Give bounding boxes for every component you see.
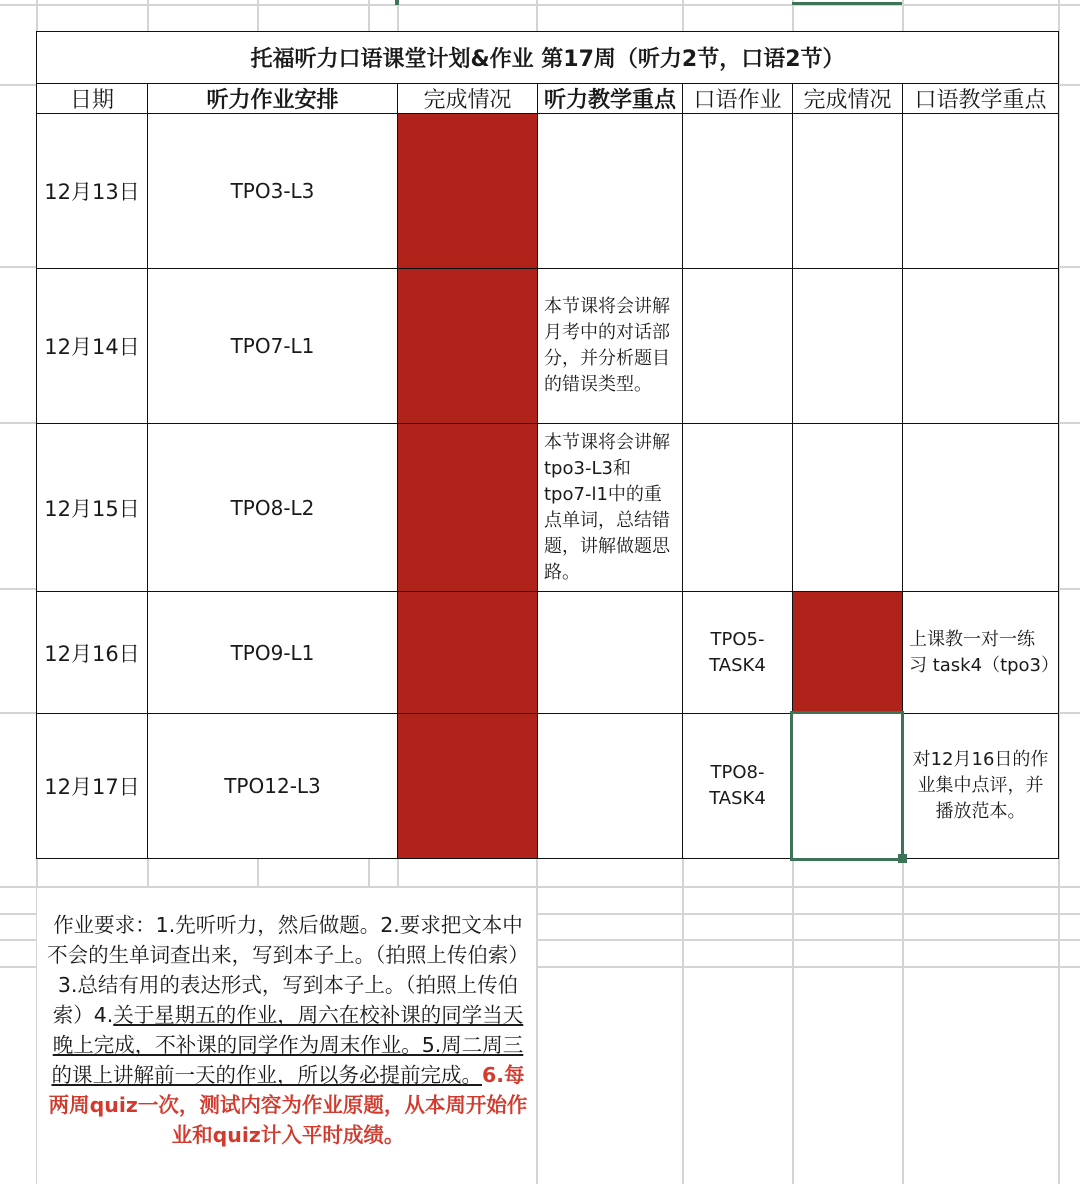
gridline	[536, 966, 1080, 968]
header-listening-task[interactable]: 听力作业安排	[147, 83, 398, 114]
cell-listening-focus[interactable]	[537, 113, 683, 269]
gridline	[0, 913, 36, 915]
cell-listening-done[interactable]	[397, 113, 538, 269]
cell-speaking-done[interactable]	[792, 591, 903, 714]
cell-listening-done[interactable]	[397, 423, 538, 592]
cell-speaking-focus[interactable]: 对12月16日的作业集中点评，并播放范本。	[902, 713, 1059, 859]
cell-speaking-task[interactable]	[682, 423, 793, 592]
cell-date[interactable]: 12月13日	[36, 113, 148, 269]
cell-listening-done[interactable]	[397, 713, 538, 859]
cell-listening-done[interactable]	[397, 591, 538, 714]
active-cell-selection[interactable]	[790, 711, 904, 861]
cell-date[interactable]: 12月15日	[36, 423, 148, 592]
cell-listening-focus[interactable]: 本节课将会讲解月考中的对话部分，并分析题目的错误类型。	[537, 268, 683, 424]
header-speaking-task[interactable]: 口语作业	[682, 83, 793, 114]
cell-listening-focus[interactable]	[537, 591, 683, 714]
requirements-underlined: 关于星期五的作业，周六在校补课的同学当天晚上完成，不补课的同学作为周末作业。5.周二周三的课上讲解前一天的作业，所以务必提前完成。	[51, 1003, 524, 1087]
cell-listening-task[interactable]: TPO3-L3	[147, 113, 398, 269]
header-speaking-done[interactable]: 完成情况	[792, 83, 903, 114]
cell-listening-task[interactable]: TPO9-L1	[147, 591, 398, 714]
sheet-title[interactable]: 托福听力口语课堂计划&作业 第17周（听力2节，口语2节）	[36, 31, 1059, 84]
selection-edge	[792, 2, 902, 5]
cell-speaking-focus[interactable]	[902, 113, 1059, 269]
cell-speaking-done[interactable]	[792, 113, 903, 269]
header-speaking-focus[interactable]: 口语教学重点	[902, 83, 1059, 114]
gridline	[536, 913, 1080, 915]
gridline	[536, 939, 1080, 941]
header-listening-focus[interactable]: 听力教学重点	[537, 83, 683, 114]
gridline	[0, 966, 36, 968]
cell-listening-task[interactable]: TPO12-L3	[147, 713, 398, 859]
selection-edge	[395, 0, 399, 5]
cell-speaking-task[interactable]	[682, 268, 793, 424]
cell-speaking-focus[interactable]: 上课教一对一练习 task4（tpo3）	[902, 591, 1059, 714]
cell-speaking-done[interactable]	[792, 268, 903, 424]
cell-speaking-task[interactable]: TPO5-TASK4	[682, 591, 793, 714]
cell-date[interactable]: 12月16日	[36, 591, 148, 714]
cell-listening-focus[interactable]: 本节课将会讲解tpo3-L3和tpo7-l1中的重点单词，总结错题，讲解做题思路。	[537, 423, 683, 592]
cell-speaking-task[interactable]: TPO8-TASK4	[682, 713, 793, 859]
cell-speaking-task[interactable]	[682, 113, 793, 269]
cell-speaking-done[interactable]	[792, 423, 903, 592]
header-date[interactable]: 日期	[36, 83, 148, 114]
header-listening-done[interactable]: 完成情况	[397, 83, 538, 114]
gridline	[0, 939, 36, 941]
cell-speaking-focus[interactable]	[902, 268, 1059, 424]
cell-date[interactable]: 12月17日	[36, 713, 148, 859]
cell-listening-task[interactable]: TPO8-L2	[147, 423, 398, 592]
homework-requirements	[44, 910, 532, 1150]
requirements-highlight: 6.每两周quiz一次，测试内容为作业原题，从本周开始作业和quiz计入平时成绩。	[48, 1063, 528, 1147]
cell-listening-task[interactable]: TPO7-L1	[147, 268, 398, 424]
cell-listening-focus[interactable]	[537, 713, 683, 859]
cell-date[interactable]: 12月14日	[36, 268, 148, 424]
cell-speaking-focus[interactable]	[902, 423, 1059, 592]
gridline	[0, 4, 1080, 6]
fill-handle[interactable]	[898, 854, 907, 863]
cell-listening-done[interactable]	[397, 268, 538, 424]
requirements-plain: 作业要求：1.先听听力，然后做题。2.要求把文本中不会的生单词查出来，写到本子上。（拍照上传伯索） 3.总结有用的表达形式，写到本子上。（拍照上传伯索）4.	[47, 913, 529, 1027]
